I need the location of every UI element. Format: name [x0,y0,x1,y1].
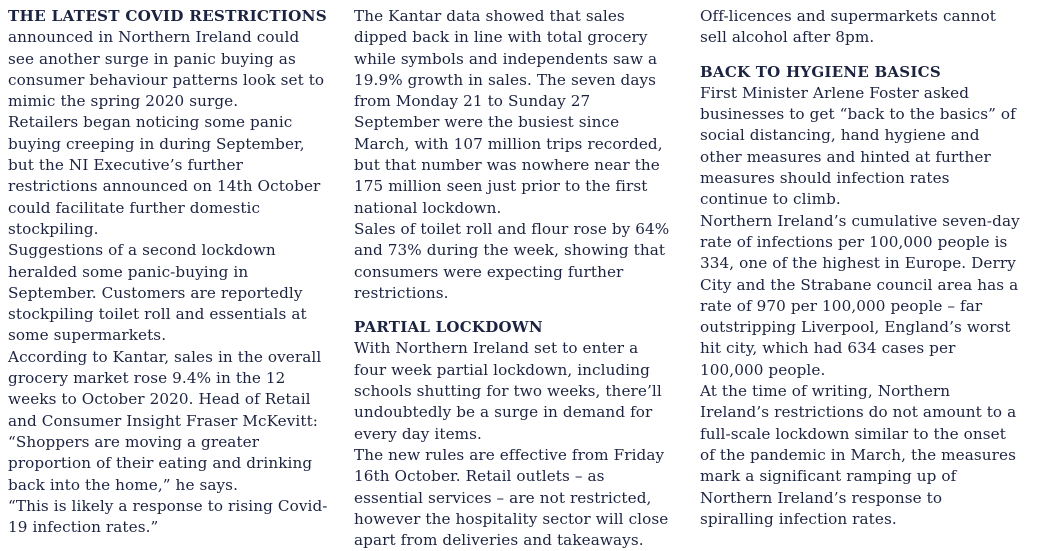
article-column-1 [8,6,328,537]
paragraph: Northern Ireland’s cumulative seven-day rate of infections per 100,000 people is 334, one of the highest in Europe. Derry City and the Strabane council area has a rate of 970 per 100,000 people – far outstripping Liverpool, England’s worst hit city, which had 634 cases per 100,000 people. [700,211,1020,379]
lead-paragraph [8,6,328,112]
paragraph: Suggestions of a second lockdown heralded some panic-buying in September. Customers are reportedly stockpiling toilet roll and essentials at some supermarkets. [8,241,307,345]
lead-body-text: announced in Northern Ireland could see another surge in panic buying as consumer behaviour patterns look set to mimic the spring 2020 surge. [8,28,325,111]
paragraph: According to Kantar, sales in the overall grocery market rose 9.4% in the 12 weeks to October 2020. Head of Retail and Consumer Insight Fraser McKevitt: “Shoppers are moving a greater proportion of their eating and drinking back into the home,” he says. [8,347,322,494]
section-heading-back-to-hygiene-basics: BACK TO HYGIENE BASICS [700,62,941,81]
article-column-2 [354,6,674,550]
article-column-3 [700,6,1020,533]
lead-intro-text: THE LATEST COVID RESTRICTIONS [8,7,327,25]
paragraph: Retailers began noticing some panic buying creeping in during September, but the NI Executive’s further restrictions announced on 14th October could facilitate further domestic stockpiling. [8,113,321,238]
paragraph: The Kantar data showed that sales dipped back in line with total grocery while symbols and independents saw a 19.9% growth in sales. The seven days from Monday 21 to Sunday 27 September were the busiest since March, with 107 million trips recorded, but that number was nowhere near the 175 million seen just prior to the first national lockdown. [354,7,663,217]
paragraph: Sales of toilet roll and flour rose by 64% and 73% during the week, showing that consumers were expecting further restrictions. [354,219,670,302]
paragraph: At the time of writing, Northern Ireland’s restrictions do not amount to a full-scale lockdown similar to the onset of the pandemic in March, the measures mark a significant ramping up of Northern Ireland’s response to spiralling infection rates. [700,382,1017,528]
paragraph: Off-licences and supermarkets cannot sell alcohol after 8pm. [700,7,996,47]
section-heading-partial-lockdown: PARTIAL LOCKDOWN [354,318,543,337]
paragraph: The new rules are effective from Friday 16th October. Retail outlets – as essential services – are not restricted, however the hospitality sector will close apart from deliveries and takeaways. [354,445,669,550]
paragraph: With Northern Ireland set to enter a four week partial lockdown, including schools shutting for two weeks, there’ll undoubtedly be a surge in demand for every day items. [354,339,662,443]
paragraph: “This is likely a response to rising Covid-19 infection rates.” [8,496,328,537]
paragraph: First Minister Arlene Foster asked businesses to get “back to the basics” of social distancing, hand hygiene and other measures and hinted at further measures should infection rates continue to climb. [700,83,1016,209]
